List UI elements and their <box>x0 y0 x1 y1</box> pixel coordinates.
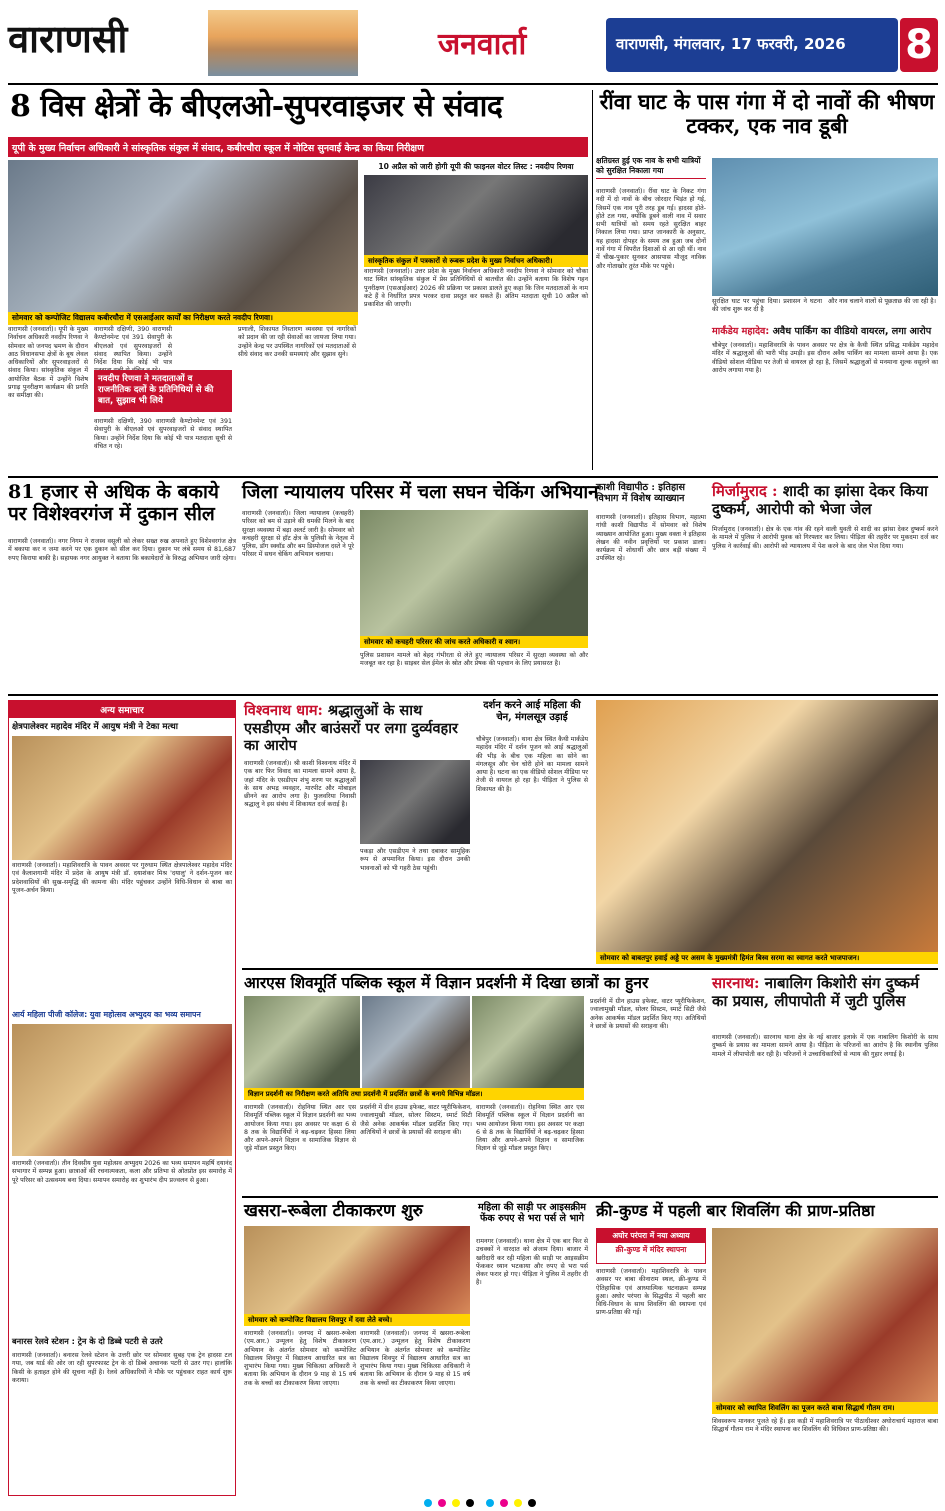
saree-body: रामनगर (जनवार्ता)। थाना क्षेत्र में एक बार फिर से उचक्कों ने वारदात को अंजाम दिया। बाजार में खरीदारी कर रही महिला की साड़ी पर आइसक्रीम फेंककर ध्यान भटकाया और रुपए से भरा पर्स लेकर फरार हो गए। पीड़िता ने पुलिस में तहरीर दी है। <box>476 1238 588 1287</box>
khasra-body-2: वाराणसी (जनवार्ता)। जनपद में खसरा-रूबेला (एम.आर.) उन्मूलन हेतु विशेष टीकाकरण अभियान के अंतर्गत सोमवार को कम्पोजिट विद्यालय शिवपुर में विद्यालय आधारित सत्र का शुभारंभ किया गया। मुख्य चिकित्सा अधिकारी ने बताया कि अभियान के दौरान 9 माह से 15 वर्ष तक के बच्चों का टीकाकरण किया जाएगा। <box>360 1330 470 1387</box>
mirzamurad-body: मिर्जामुराद (जनवार्ता)। क्षेत्र के एक गांव की रहने वाली युवती से शादी का झांसा देकर दुष्कर्म करने के मामले में पुलिस ने आरोपी युवक को गिरफ्तार कर लिया। पीड़िता की तहरीर पर मुकदमा दर्ज कर पुलिस ने कार्रवाई की। आरोपी को न्यायालय में पेश करने के बाद जेल भेज दिया गया। <box>712 526 938 550</box>
section-title: वाराणसी <box>8 16 128 61</box>
brand-name: जनवार्ता <box>438 27 527 62</box>
court-photo <box>360 510 588 636</box>
mirzamurad-title: शादी का झांसा देकर किया दुष्कर्म, आरोपी को भेजा जेल <box>712 482 928 518</box>
lead-photo-2-top: 10 अप्रैल को जारी होगी यूपी की फाइनल वोटर लिस्ट : नवदीप रिणवा <box>378 162 574 171</box>
page-number: 8 <box>900 18 938 72</box>
khasra-photo <box>244 1226 470 1314</box>
anya-item-3-title: बनारस रेलवे स्टेशन : ट्रेन के दो डिब्बे पटरी से उतरे <box>12 1336 163 1346</box>
khasra-body: वाराणसी (जनवार्ता)। जनपद में खसरा-रूबेला (एम.आर.) उन्मूलन हेतु विशेष टीकाकरण अभियान के अंतर्गत सोमवार को कम्पोजिट विद्यालय शिवपुर में विद्यालय आधारित सत्र का शुभारंभ किया गया। मुख्य चिकित्सा अधिकारी ने बताया कि अभियान के दौरान 9 माह से 15 वर्ष तक के बच्चों का टीकाकरण किया जाएगा। <box>244 1330 356 1387</box>
anya-item-2-body: वाराणसी (जनवार्ता)। तीन दिवसीय युवा महोत्सव अभ्युदय 2026 का भव्य समापन महर्षि दयानंद सभागार में सम्पन्न हुआ। छात्राओं की रचनात्मकता, कला और प्रतिभा से ओतप्रोत इस समारोह में पूरे परिसर को उत्सवमय बना दिया। समापन समारोह का शुभारंभ दीप प्रज्वलन से हुआ। <box>12 1160 232 1184</box>
sarnath-body: वाराणसी (जनवार्ता)। सारनाथ थाना क्षेत्र के नई बाजार इलाके में एक नाबालिग किशोरी के साथ दुष्कर्म के प्रयास का मामला सामने आया है। पीड़िता के परिजनों का आरोप है कि स्थानीय पुलिस मामले में लीपापोती कर रही है। परिजनों ने उच्चाधिकारियों से न्याय की गुहार लगाई है। <box>712 1034 938 1058</box>
kreem-body-2: शिवस्वरूप मानकर पूजते रहे हैं। इस कड़ी में महाशिवरात्रि पर पीठाधीश्वर अघोराचार्य महाराज बाबा सिद्धार्थ गौतम राम ने मंदिर स्थापना कर शिवलिंग की विधिवत प्राण-प्रतिष्ठा की। <box>712 1418 938 1434</box>
lead-col-1: वाराणसी (जनवार्ता)। यूपी के मुख्य निर्वाचन अधिकारी नवदीप रिणवा ने सोमवार को जनपद भ्रमण के दौरान आठ विधानसभा क्षेत्रों के बूथ लेवल अधिकारियों और सुपरवाइजरों से संवाद किया। सांस्कृतिक संकुल में आयोजित बैठक में उन्होंने विशेष प्रगाढ़ पुनरीक्षण कार्यक्रम की प्रगति का समीक्षा की। <box>8 326 88 400</box>
masthead <box>8 8 938 80</box>
shivamurti-photo-3 <box>472 996 584 1088</box>
boat-photo-note: सुरक्षित घाट पर पहुंचा दिया। प्रशासन ने घटना की जांच शुरू कर दी है <box>712 298 822 314</box>
row-rule-3 <box>242 968 938 970</box>
vishwanath-photo <box>360 760 470 844</box>
shivamurti-headline: आरएस शिवमूर्ति पब्लिक स्कूल में विज्ञान प्रदर्शनी में दिखा छात्रों का हुनर <box>244 973 649 992</box>
anya-item-2-title: आर्य महिला पीजी कॉलेज: युवा महोत्सव अभ्युदय का भव्य समापन <box>12 1010 201 1019</box>
boat-headline: रींवा घाट के पास गंगा में दो नावों की भीषण टक्कर, एक नाव डूबी <box>599 89 935 139</box>
lead-photo-1-caption: सोमवार को कम्पोजिट विद्यालय कबीरचौरा में एसआईआर कार्यों का निरीक्षण करते नवदीप रिणवा। <box>8 312 358 325</box>
vishwanath-body: वाराणसी (जनवार्ता)। श्री काशी विश्वनाथ मंदिर में एक बार फिर विवाद का मामला सामने आया है, जहां मंदिर के एसडीएम शंभु शरण पर श्रद्धालुओं के साथ अभद्र व्यवहार, मारपीट और मोबाइल छीनने का आरोप लगा है। फुलवरिया निवासी श्रद्धालु ने इस संबंध में शिकायत दर्ज कराई है। <box>244 760 356 809</box>
shivamurti-body: वाराणसी (जनवार्ता)। रोहनिया स्थित आर एस शिवमूर्ति पब्लिक स्कूल में विज्ञान प्रदर्शनी का भव्य आयोजन किया गया। इस अवसर पर कक्षा 6 से 8 तक के विद्यार्थियों ने बढ़-चढ़कर हिस्सा लिया और अपने-अपने विज्ञान व सामाजिक विज्ञान से जुड़े मॉडल प्रस्तुत किए। <box>244 1104 356 1153</box>
kreem-photo <box>712 1228 938 1402</box>
markandey-kicker: मार्कंडेय महादेव: <box>712 326 770 337</box>
vishwanath-headline <box>244 702 470 755</box>
shivamurti-body-3: वाराणसी (जनवार्ता)। रोहनिया स्थित आर एस शिवमूर्ति पब्लिक स्कूल में विज्ञान प्रदर्शनी का भव्य आयोजन किया गया। इस अवसर पर कक्षा 6 से 8 तक के विद्यार्थियों ने बढ़-चढ़कर हिस्सा लिया और अपने-अपने विज्ञान व सामाजिक विज्ञान से जुड़े मॉडल प्रस्तुत किए। <box>476 1104 584 1153</box>
lead-col-2b: वाराणसी दक्षिणी, 390 वाराणसी कैण्टोनमेन्ट एवं 391 सेवापुरी के बीएलओ एवं सुपरवाइजरों से संवाद स्थापित किया। उन्होंने निर्देश दिया कि कोई भी पात्र मतदाता सूची से वंचित न रहे। <box>94 418 232 450</box>
shivamurti-photo-1 <box>244 996 360 1088</box>
saree-headline: महिला की साड़ी पर आइसक्रीम फेंक रुपए से भरा पर्स ले भागे <box>477 1202 587 1225</box>
lead-deck: यूपी के मुख्य निर्वाचन अधिकारी ने सांस्कृतिक संकुल में संवाद, कबीरचौरा स्कूल में नोटिस सुनवाई केन्द्र का किया निरीक्षण <box>8 137 588 157</box>
masthead-rule <box>8 83 938 85</box>
sarnath-headline <box>712 974 938 1011</box>
vishwanath-body-2: पकड़ा और एसडीएम ने तथा दबाकर सामूहिक रूप से अपमानित किया। इस दौरान उनकी भावनाओं को भी गहरी ठेस पहुंची। <box>360 848 470 872</box>
khasra-caption: सोमवार को कम्पोजिट विद्यालय शिवपुर में दवा लेते बच्चे। <box>244 1314 470 1326</box>
lead-pullquote: नवदीप रिणवा ने मतदाताओं व राजनीतिक दलों के प्रतिनिधियों से की बात, सुझाव भी लिये <box>94 370 232 412</box>
markandey-headline <box>712 326 938 338</box>
anya-item-3-body: वाराणसी (जनवार्ता)। बनारस रेलवे स्टेशन के उत्तरी छोर पर सोमवार सुबह एक ट्रेन हादसा टल गया, जब यार्ड की ओर जा रही सुपरफास्ट ट्रेन के दो डिब्बे अचानक पटरी से उतर गए। हालांकि किसी के हताहत होने की सूचना नहीं है। रेलवे अधिकारियों ने मौके पर पहुंचकर राहत कार्य शुरू कराया। <box>12 1352 232 1384</box>
vishwanath-kicker: विश्वनाथ धाम: <box>244 702 323 719</box>
print-register-marks <box>280 1492 680 1502</box>
boat-body: वाराणसी (जनवार्ता)। रींवा घाट के निकट गंगा नदी में दो नावों के बीच जोरदार भिड़ंत हो गई, जिसमें एक नाव पूरी तरह डूब गई। हादसा होते-होते टल गया, क्योंकि डूबने वाली नाव में सवार सभी यात्रियों को समय रहते सुरक्षित बाहर निकाल लिया गया। प्राप्त जानकारी के अनुसार, यह हादसा दोपहर के समय तब हुआ जब दोनों नावें गंगा में विपरीत दिशाओं से आ रही थीं। नाव में चीख-पुकार सुनकर आसपास मौजूद नाविक और गोताखोर तुरंत मौके पर पहुंचे। <box>596 188 706 270</box>
chain-body: चौबेपुर (जनवार्ता)। थाना क्षेत्र स्थित कैथी मार्कंडेय महादेव मंदिर में दर्शन पूजन को आई श्रद्धालुओं की भीड़ के बीच एक महिला का सोने का मंगलसूत्र और चेन चोरी होने का मामला सामने आया है। घटना का एक वीडियो सोशल मीडिया पर तेजी से वायरल हो रहा है। पीड़िता ने पुलिस से शिकायत की है। <box>476 736 588 793</box>
court-body: वाराणसी (जनवार्ता)। जिला न्यायालय (कचहरी) परिसर को बम से उड़ाने की धमकी मिलने के बाद सुरक्षा व्यवस्था में बढ़ा अलर्ट जारी है। सोमवार को कचहरी सुरक्षा से हॉट क्षेत्र के पुलिसी के नेतृत्व में पुलिस, डॉग स्क्वॉड और बम डिस्पोजल दस्ते ने पूरे परिसर में सघन चेकिंग अभियान चलाया। <box>242 510 354 559</box>
anya-item-1-body: वाराणसी (जनवार्ता)। महाशिवरात्रि के पावन अवसर पर गुरुधाम स्थित क्षेत्रपालेश्वर महादेव मंदिर एवं कैलाशगामी मंदिर में प्रदेश के आयुष मंत्री डॉ. दयाशंकर मिश्र 'दयालु' ने दर्शन-पूजन कर प्रदेशवासियों की सुख-समृद्धि की कामना की। मंदिर पहुंचकर उन्होंने विधि-विधान से बाबा का पूजन-अर्चन किया। <box>12 862 232 894</box>
kreem-box-title: अघोर परंपरा में नया अध्याय <box>597 1229 705 1243</box>
court-body-2: पुलिस प्रशासन मामले को बेहद गंभीरता से लेते हुए न्यायालय परिसर में सुरक्षा व्यवस्था को और मजबूत कर रहा है। साइबर सेल ईमेल के स्रोत और प्रेषक की पहचान के लिए प्रयासरत है। <box>360 652 588 668</box>
lead-col-4: वाराणसी (जनवार्ता)। उत्तर प्रदेश के मुख्य निर्वाचन अधिकारी नवदीप रिणवा ने सोमवार को चौका घाट स्थित सांस्कृतिक संकुल में प्रेस प्रतिनिधियों से बातचीत की। उन्होंने बताया कि विशेष गहन पुनरीक्षण (एसआईआर) 2026 की प्रक्रिया पर प्रकाश डालते हुए कहा कि जिन मतदाताओं के नाम कटे हैं वे निर्धारित प्रपत्र भरकर दावा प्रस्तुत कर सकते हैं। अंतिम मतदाता सूची 10 अप्रैल को प्रकाशित की जाएगी। <box>364 268 588 309</box>
lead-col-2: वाराणसी दक्षिणी, 390 वाराणसी कैण्टोनमेन्ट एवं 391 सेवापुरी के बीएलओ एवं सुपरवाइजरों से संवाद स्थापित किया। उन्होंने निर्देश दिया कि कोई भी पात्र <box>94 326 172 367</box>
kreem-headline: क्री-कुण्ड में पहली बार शिवलिंग की प्राण-प्रतिष्ठा <box>596 1201 875 1220</box>
kashi-body: वाराणसी (जनवार्ता)। इतिहास विभाग, महात्मा गांधी काशी विद्यापीठ में सोमवार को विशेष व्याख्यान आयोजित हुआ। मुख्य वक्ता ने इतिहास लेखन की नवीन प्रवृत्तियों पर प्रकाश डाला। कार्यक्रम में शोधार्थी और छात्र बड़ी संख्या में उपस्थित रहे। <box>596 514 706 563</box>
airport-caption: सोमवार को बाबतपुर हवाई अड्डे पर असम के मुख्यमंत्री हिमंत बिस्व सरमा का स्वागत करते भाजपाजन। <box>596 952 938 964</box>
airport-photo <box>596 700 938 952</box>
mirzamurad-headline <box>712 482 938 518</box>
lead-col-3: प्रणाली, शिकायत निस्तारण व्यवस्था एवं नागरिकों को प्रदान की जा रही सेवाओं का जायजा लिया गया। उन्होंने केन्द्र पर उपस्थित नागरिकों एवं मतदाताओं से सीधे संवाद कर उनकी समस्याएं और सुझाव सुने। <box>238 326 356 358</box>
anya-item-1-title: क्षेत्रपालेश्वर महादेव मंदिर में आयुष मंत्री ने टेका मत्था <box>12 722 179 732</box>
row-rule-2 <box>8 694 938 696</box>
boat-photo-note-2: और नाव चलाने वालों से पूछताछ की जा रही है। <box>828 298 937 305</box>
sarnath-kicker: सारनाथ: <box>712 974 760 992</box>
dateline-bar <box>606 18 898 72</box>
shivamurti-body-4: प्रदर्शनी में ग्रीन हाउस इफेक्ट, वाटर प्यूरीफिकेशन, ज्वालामुखी मॉडल, सोलर सिस्टम, स्मार्ट सिटी जैसे अनेक आकर्षक मॉडल प्रदर्शित किए गए। अतिथियों ने छात्रों के प्रयासों की सराहना की। <box>590 998 706 1030</box>
court-caption: सोमवार को कचहरी परिसर की जांच करते अधिकारी व श्वान। <box>360 636 588 648</box>
sarnath-title: नाबालिग किशोरी संग दुष्कर्म का प्रयास, लीपापोती में जुटी पुलिस <box>712 974 920 1011</box>
kreem-body: वाराणसी (जनवार्ता)। महाशिवरात्रि के पावन अवसर पर बाबा कीनाराम स्थल, क्री-कुण्ड में ऐतिहासिक एवं आध्यात्मिक घटनाक्रम सम्पन्न हुआ। अघोर परंपरा के सिद्धपीठ में पहली बार विधि-विधान के साथ शिवलिंग की स्थापना एवं प्राण-प्रतिष्ठा की गई। <box>596 1268 706 1317</box>
court-headline: जिला न्यायालय परिसर में चला सघन चेकिंग अभियान <box>242 482 599 503</box>
masthead-ghat-photo <box>208 10 358 76</box>
kreem-box-sub: क्री-कुण्ड में मंदिर स्थापना <box>615 1245 687 1254</box>
anya-item-2-photo <box>12 1024 232 1156</box>
anya-header: अन्य समाचार <box>9 701 235 718</box>
khasra-headline: खसरा-रूबेला टीकाकरण शुरु <box>244 1201 423 1221</box>
boat-photo <box>712 158 938 296</box>
lead-photo-2 <box>364 175 588 255</box>
dateline: वाराणसी, मंगलवार, 17 फरवरी, 2026 <box>616 35 846 53</box>
shivamurti-caption: विज्ञान प्रदर्शनी का निरीक्षण करते अतिथि तथा प्रदर्शनी में प्रदर्शित छात्रों के बनाये विभिन्न मॉडल। <box>244 1088 584 1100</box>
row-rule-1 <box>8 476 938 478</box>
anya-item-1-photo <box>12 736 232 860</box>
boat-subhead: क्षतिग्रस्त हुई एक नाव के सभी यात्रियों को सुरक्षित निकाला गया <box>596 156 706 179</box>
mirzamurad-kicker: मिर्जामुराद : <box>712 482 778 500</box>
vishweshwarganj-headline: 81 हजार से अधिक के बकाये पर विशेश्वरगंज में दुकान सील <box>8 481 219 525</box>
lead-headline: 8 विस क्षेत्रों के बीएलओ-सुपरवाइजर से संवाद <box>10 89 503 124</box>
lead-photo-2-caption: सांस्कृतिक संकुल में पत्रकारों से रूबरू प्रदेश के मुख्य निर्वाचन अधिकारी। <box>364 255 588 267</box>
vishweshwarganj-body: वाराणसी (जनवार्ता)। नगर निगम ने राजस्व वसूली को लेकर सख्त रुख अपनाते हुए विशेश्वरगंज क्षेत्र में बकाया कर न जमा करने पर एक दुकान को सील कर दिया। दुकान पर लंबे समय से 81,687 रुपए किराया बाकी है। सहायक नगर आयुक्त ने बताया कि बकायेदारों के विरुद्ध अभियान जारी रहेगा। <box>8 538 236 562</box>
row-rule-4 <box>242 1196 938 1198</box>
shivamurti-photo-2 <box>362 996 470 1088</box>
col-divider <box>592 90 593 470</box>
lead-photo-1 <box>8 160 358 312</box>
markandey-title: अवैध पार्किंग का वीडियो वायरल, लगा आरोप <box>772 326 932 337</box>
kreem-caption: सोमवार को स्थापित शिवलिंग का पूजन करते बाबा सिद्धार्थ गौतम राम। <box>712 1402 938 1414</box>
vishwanath-title: श्रद्धालुओं के साथ एसडीएम और बाउंसरों पर लगा दुर्व्यवहार का आरोप <box>244 702 458 755</box>
markandey-body: चौबेपुर (जनवार्ता)। महाशिवरात्रि के पावन अवसर पर क्षेत्र के कैथी स्थित प्रसिद्ध मार्कंडेय महादेव मंदिर में श्रद्धालुओं की भारी भीड़ उमड़ी। इस दौरान अवैध पार्किंग का मामला सामने आया है। एक वीडियो सोशल मीडिया पर तेजी से वायरल हो रहा है, जिसमें श्रद्धालुओं से मनमाना शुल्क वसूलने का आरोप लगाया गया है। <box>712 342 938 374</box>
kreem-box <box>596 1228 706 1264</box>
shivamurti-body-2: प्रदर्शनी में ग्रीन हाउस इफेक्ट, वाटर प्यूरीफिकेशन, ज्वालामुखी मॉडल, सोलर सिस्टम, स्मार्ट सिटी जैसे अनेक आकर्षक मॉडल प्रदर्शित किए गए। अतिथियों ने छात्रों के प्रयासों की सराहना की। <box>360 1104 472 1136</box>
chain-headline: दर्शन करने आई महिला की चेन, मंगलसूत्र उड़ाई <box>483 700 581 723</box>
kashi-headline: काशी विद्यापीठ : इतिहास विभाग में विशेष व्याख्यान <box>596 482 686 505</box>
